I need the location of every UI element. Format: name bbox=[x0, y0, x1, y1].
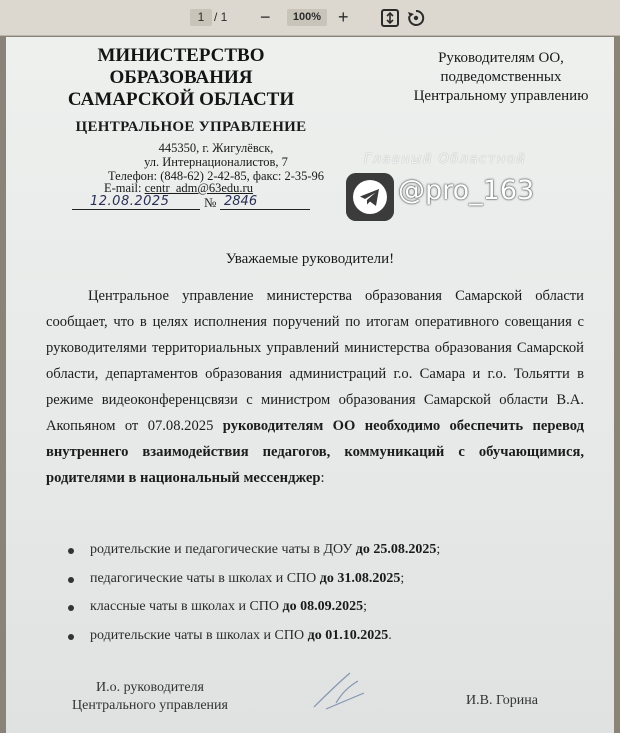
signatory-position bbox=[50, 679, 250, 715]
page-total: / 1 bbox=[214, 10, 228, 24]
zoom-in-button[interactable]: + bbox=[338, 7, 349, 27]
pdf-toolbar bbox=[0, 0, 620, 36]
list-item-deadline: до 08.09.2025 bbox=[282, 599, 364, 614]
list-item-end: ; bbox=[363, 599, 367, 614]
signatory-name: И.В. Горина bbox=[466, 693, 539, 708]
signature-mark bbox=[306, 663, 376, 713]
ministry-line-3: САМАРСКОЙ ОБЛАСТИ bbox=[67, 89, 295, 110]
email-link[interactable]: centr_adm@63edu.ru bbox=[144, 181, 253, 195]
document-page bbox=[6, 37, 614, 733]
list-item bbox=[68, 622, 588, 651]
body-paragraph bbox=[46, 283, 584, 491]
watermark-handle: @pro_163 bbox=[398, 175, 535, 206]
phone-line: Телефон: (848-62) 2-42-85, факс: 2-35-96 bbox=[107, 169, 325, 183]
list-item-deadline: до 01.10.2025 bbox=[307, 627, 389, 643]
signatory-position-line-2: Центрального управления bbox=[72, 698, 228, 713]
list-item bbox=[68, 536, 588, 565]
ministry-name bbox=[66, 45, 296, 111]
list-item-end: ; bbox=[436, 542, 441, 557]
fit-page-icon[interactable] bbox=[380, 8, 400, 28]
body-text-end: : bbox=[320, 470, 325, 486]
page-number-input[interactable]: 1 bbox=[190, 9, 212, 26]
addressee-line-2: подведомственных bbox=[440, 69, 562, 85]
telegram-icon bbox=[346, 173, 394, 221]
list-item bbox=[68, 565, 588, 594]
watermark-caption: Главный Областной bbox=[364, 152, 527, 167]
addressee-block bbox=[396, 49, 606, 106]
salutation: Уважаемые руководители! bbox=[225, 251, 395, 267]
list-item-text: родительские чаты в школах и СПО bbox=[90, 627, 308, 643]
address-line-2: ул. Интернационалистов, 7 bbox=[144, 155, 288, 169]
deadline-list bbox=[68, 536, 588, 650]
date-underline bbox=[72, 209, 200, 210]
zoom-level[interactable]: 100% bbox=[287, 9, 327, 26]
number-sign: № bbox=[204, 195, 217, 210]
body-text-part1: Центральное управление министерства образования Самарской области сообщает, что в целях исполнения поручений по итогам оперативного совещания с руководителями территориальных управлений министерства образования Самарской области, департаментов образования администраций г.о. Самара и г.о. Тольятти в режиме видеоконференцсвязи с министром образования Самарской области В.А. Акопьяном от 07.08.2025 bbox=[46, 288, 584, 434]
body-text-bold: руководителям ОО необходимо обеспечить перевод внутреннего взаимодействия педагогов, коммуникаций с обучающимися, родителями в национальный мессенджер bbox=[46, 418, 585, 486]
list-item bbox=[68, 593, 588, 622]
email-label: E-mail: bbox=[104, 181, 145, 195]
date-number-line bbox=[72, 195, 312, 213]
signatory-position-line-1: И.о. руководителя bbox=[95, 680, 204, 695]
ministry-line-2: ОБРАЗОВАНИЯ bbox=[109, 67, 253, 88]
department-name: ЦЕНТРАЛЬНОЕ УПРАВЛЕНИЕ bbox=[75, 119, 307, 135]
list-item-text: педагогические чаты в школах и СПО bbox=[90, 570, 320, 586]
zoom-out-button[interactable]: − bbox=[260, 7, 271, 27]
list-item-text: родительские и педагогические чаты в ДОУ bbox=[90, 542, 356, 557]
handwritten-number: 2846 bbox=[224, 194, 258, 209]
list-item-text: классные чаты в школах и СПО bbox=[90, 599, 283, 614]
list-item-end: ; bbox=[400, 570, 405, 586]
ministry-line-1: МИНИСТЕРСТВО bbox=[97, 45, 265, 66]
address-block bbox=[106, 141, 326, 183]
list-item-deadline: до 25.08.2025 bbox=[355, 542, 437, 557]
list-item-deadline: до 31.08.2025 bbox=[319, 570, 401, 586]
handwritten-date: 12.08.2025 bbox=[90, 194, 170, 209]
address-line-1: 445350, г. Жигулёвск, bbox=[158, 141, 274, 155]
number-underline bbox=[220, 209, 310, 210]
rotate-icon[interactable] bbox=[406, 8, 426, 28]
list-item-end: . bbox=[388, 627, 392, 643]
addressee-line-3: Центральному управлению bbox=[413, 88, 589, 104]
addressee-line-1: Руководителям ОО, bbox=[438, 50, 564, 66]
